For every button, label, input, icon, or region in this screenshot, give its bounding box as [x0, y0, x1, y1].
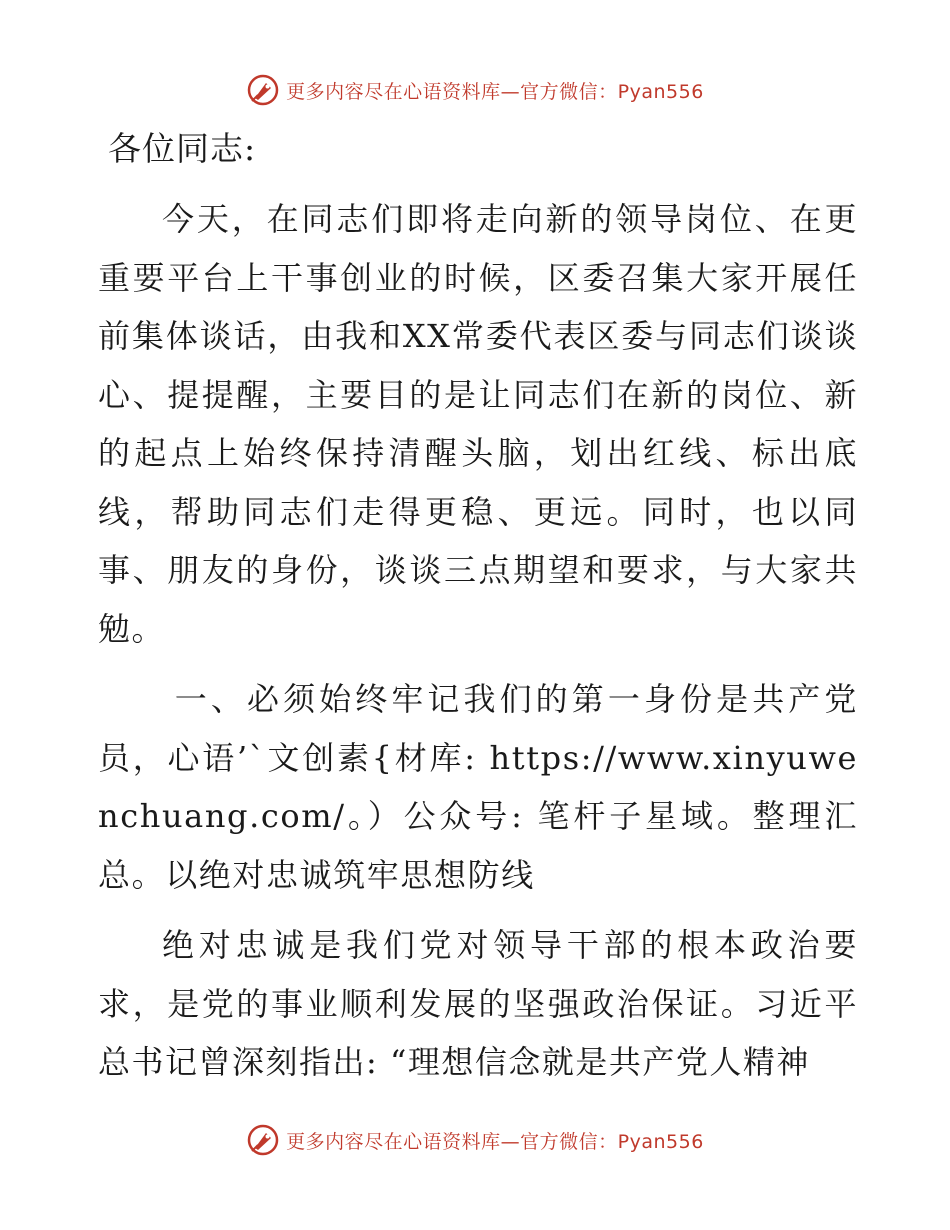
greeting: 各位同志: [108, 129, 257, 168]
footer-watermark-text: 更多内容尽在心语资料库—官方微信：Pyan556 [286, 1130, 704, 1153]
paragraph-intro: 今天，在同志们即将走向新的领导岗位、在更重要平台上干事创业的时候，区委召集大家开展任前集体谈话，由我和XX常委代表区委与同志们谈谈心、提提醒，主要目的是让同志们在新的岗位、新的起点上始终保持清醒头脑，划出红线、标出底线，帮助同志们走得更稳、更远。同时，也以同事、朋友的身份，谈谈三点期望和要求，与大家共勉。 [98, 200, 858, 648]
pen-nib-logo-icon [246, 73, 280, 107]
section-heading-1: 一、必须始终牢记我们的第一身份是共产党员，心语’`文创素{材库: https://www.xinyuwenchuang.com/。）公众号: 笔杆子星域。整理汇总。以绝对忠诚筑牢思想防线 [98, 680, 858, 894]
pen-nib-logo-icon [246, 1123, 280, 1157]
document-body [98, 120, 858, 1104]
header-watermark-banner [0, 70, 950, 110]
header-watermark-text: 更多内容尽在心语资料库—官方微信：Pyan556 [286, 80, 704, 103]
footer-watermark-banner [0, 1120, 950, 1160]
paragraph-loyalty: 绝对忠诚是我们党对领导干部的根本政治要求，是党的事业顺利发展的坚强政治保证。习近平总书记曾深刻指出: “理想信念就是共产党人精神 [98, 926, 858, 1081]
